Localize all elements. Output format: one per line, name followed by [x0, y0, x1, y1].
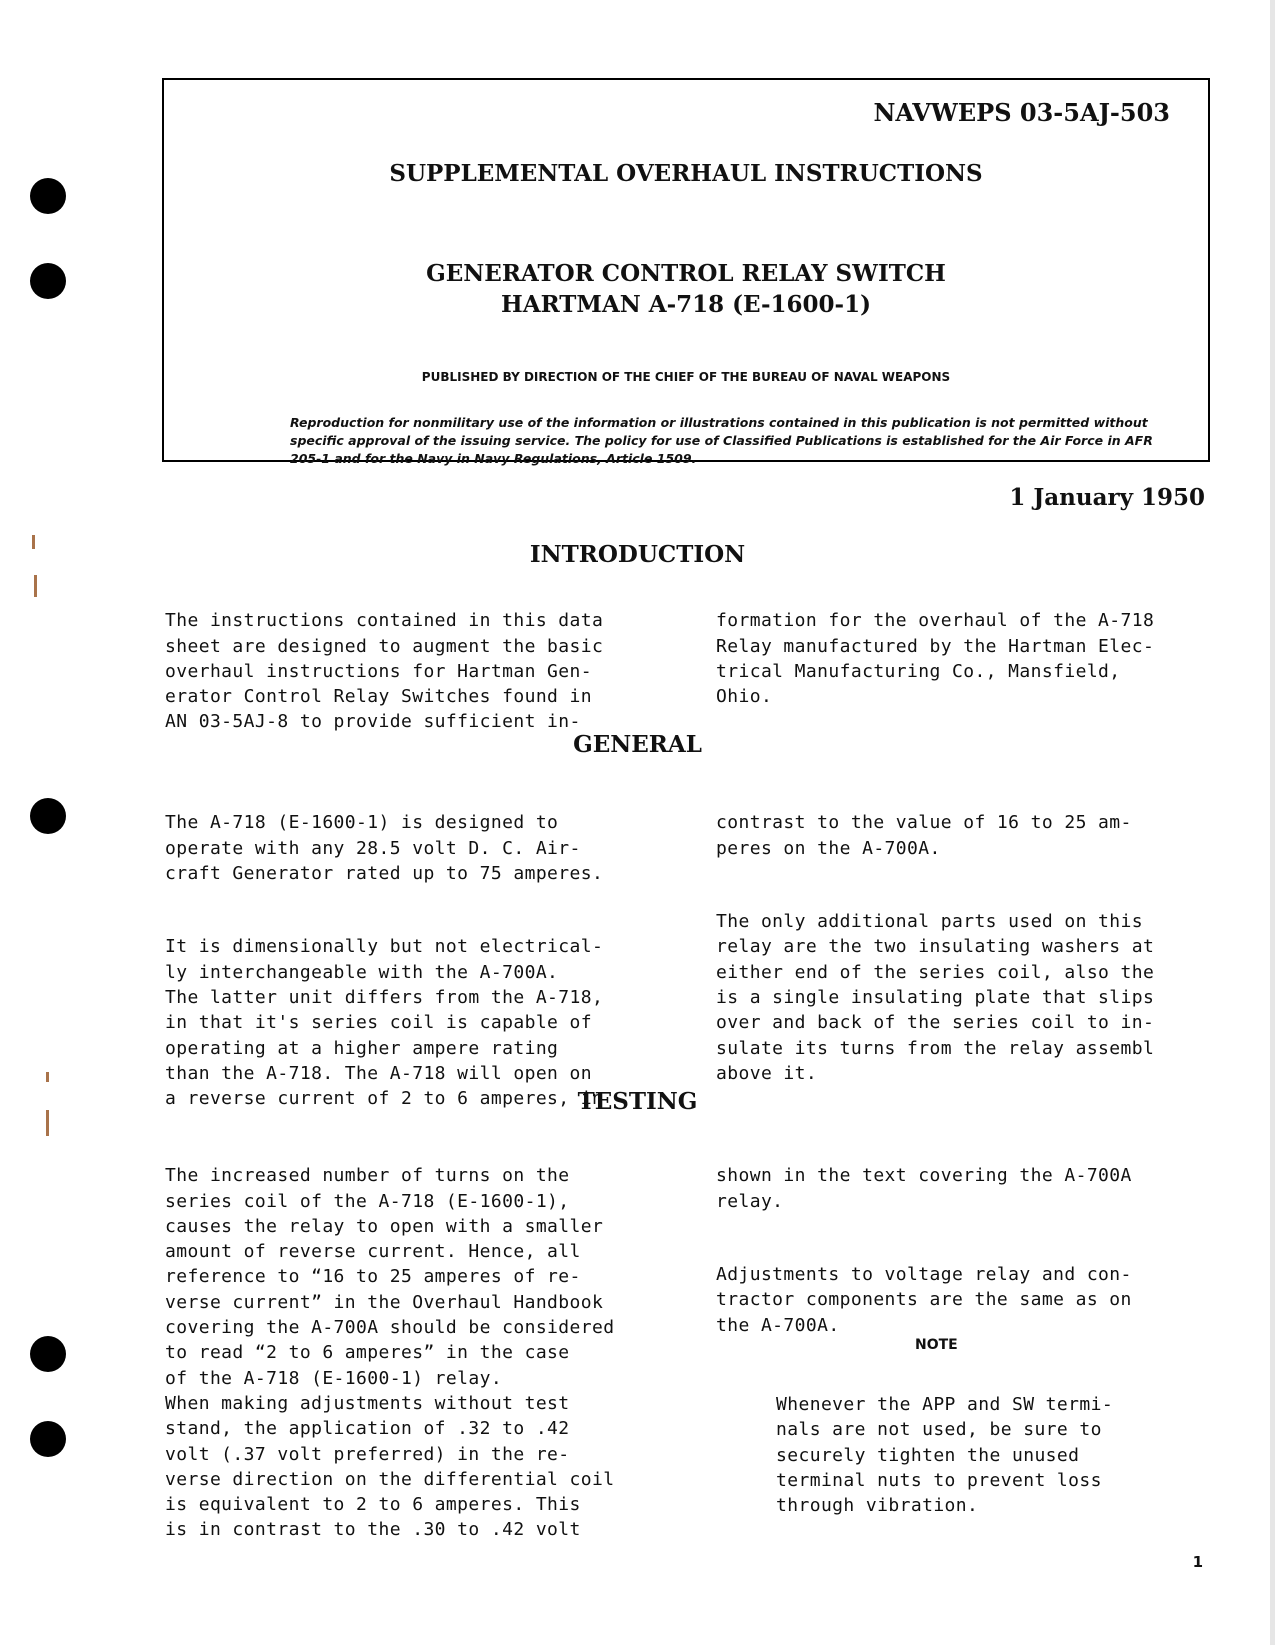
title-line-2: HARTMAN A-718 (E-1600-1): [501, 291, 871, 318]
supplemental-title: SUPPLEMENTAL OVERHAUL INSTRUCTIONS: [389, 160, 983, 187]
general-right-column: [716, 785, 1216, 1135]
testing-left-column: [165, 1138, 685, 1591]
binder-hole: [30, 1336, 66, 1372]
note-title: NOTE: [915, 1337, 958, 1353]
page-number: 1: [1192, 1553, 1203, 1571]
paragraph: The A-718 (E-1600-1) is designed to operate with any 28.5 volt D. C. Air- craft Generator rated up to 75 amperes.: [165, 812, 604, 884]
publication-date: 1 January 1950: [1009, 484, 1205, 511]
document-title: [164, 258, 1208, 320]
title-box: [162, 78, 1210, 466]
reproduction-notice: Reproduction for nonmilitary use of the information or illustrations contained in this publication is not permitted without specific approval of the issuing service. The policy for use of Classified Publications is established for the Air Force in AFR 205-1 and for the Navy in Navy Regulations, Article 1509.: [290, 415, 1153, 466]
margin-mark: [46, 1072, 49, 1082]
paragraph: Adjustments to voltage relay and con- tractor components are the same as on the A-700A.: [716, 1264, 1132, 1336]
binder-hole: [30, 1421, 66, 1457]
paragraph: The instructions contained in this data sheet are designed to augment the basic overhaul instructions for Hartman Gen- erator Control Relay Switches found in AN 03-5AJ-8 to provide sufficient in-: [165, 610, 604, 733]
note-text: Whenever the APP and SW termi- nals are not used, be sure to securely tighten the unused terminal nuts to prevent loss through vibration.: [776, 1394, 1114, 1517]
title-line-1: GENERATOR CONTROL RELAY SWITCH: [426, 260, 946, 287]
section-heading-general: GENERAL: [573, 731, 702, 758]
testing-right-column: [716, 1138, 1216, 1386]
binder-hole: [30, 263, 66, 299]
margin-mark: [34, 575, 37, 597]
binder-hole: [30, 178, 66, 214]
paragraph: shown in the text covering the A-700A relay.: [716, 1165, 1132, 1212]
section-heading-introduction: INTRODUCTION: [529, 541, 746, 568]
paragraph: It is dimensionally but not electrical- ly interchangeable with the A-700A. The latter unit differs from the A-718, in that it's series coil is capable of operating at a higher ampere rating than the A-718. The A-718 will open on a reverse current of 2 to 6 amperes, in: [165, 936, 604, 1110]
section-heading-testing: TESTING: [577, 1088, 698, 1115]
paragraph: The only additional parts used on this relay are the two insulating washers at either end of the series coil, also the is a single insulating plate that slips over and back of the series coil to in- sulate its turns from the relay assembl above it.: [716, 911, 1155, 1084]
document-number: NAVWEPS 03-5AJ-503: [873, 98, 1170, 127]
paragraph: formation for the overhaul of the A-718 Relay manufactured by the Hartman Elec- trical Manufacturing Co., Mansfield, Ohio.: [716, 610, 1155, 708]
page-edge: [1270, 0, 1275, 1645]
binder-hole: [30, 798, 66, 834]
paragraph: The increased number of turns on the series coil of the A-718 (E-1600-1), causes the relay to open with a smaller amount of reverse current. Hence, all reference to “16 to 25 amperes of re- verse current” in the Overhaul Handbook covering the A-700A should be considered to read “2 to 6 amperes” in the case of the A-718 (E-1600-1) relay. When making adjustments without test stand, the application of .32 to .42 volt (.37 volt preferred) in the re- verse direction on the differential coil is equivalent to 2 to 6 amperes. This is in contrast to the .30 to .42 volt: [165, 1165, 615, 1541]
published-by: PUBLISHED BY DIRECTION OF THE CHIEF OF THE BUREAU OF NAVAL WEAPONS: [421, 370, 951, 384]
paragraph: contrast to the value of 16 to 25 am- peres on the A-700A.: [716, 812, 1132, 859]
